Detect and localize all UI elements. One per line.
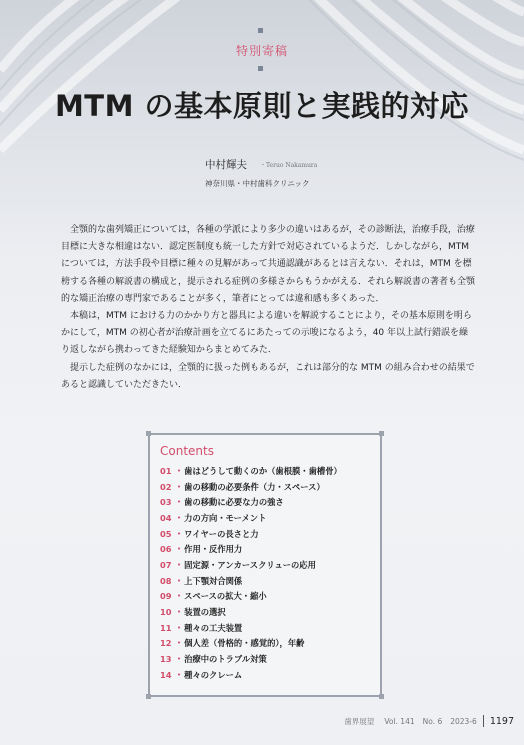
- contents-item-number: 09: [160, 591, 172, 602]
- contents-item: [160, 557, 375, 573]
- contents-item-number: 07: [160, 559, 172, 570]
- contents-item: [160, 494, 375, 510]
- contents-item-number: 06: [160, 544, 172, 555]
- page-number: 1197: [489, 715, 514, 727]
- contents-box: [148, 433, 382, 697]
- bullet-icon: •: [177, 513, 182, 522]
- page-footer: [344, 714, 524, 728]
- contents-item: [160, 636, 375, 652]
- contents-item-text: 作用・反作用力: [184, 544, 243, 555]
- contents-item-number: 13: [160, 654, 172, 665]
- contents-item: [160, 541, 375, 557]
- contents-corner: [146, 694, 151, 699]
- author-name: 中村輝夫: [205, 159, 247, 171]
- contents-item-text: 力の方向・モーメント: [184, 512, 267, 523]
- contents-item: [160, 510, 375, 526]
- contents-item-number: 05: [160, 528, 172, 539]
- contents-list: [160, 463, 375, 683]
- contents-item-number: 08: [160, 575, 172, 586]
- contents-item-number: 01: [160, 465, 172, 476]
- contents-corner: [146, 431, 151, 436]
- footer-number: No. 6: [422, 716, 443, 726]
- contents-item: [160, 667, 375, 683]
- contents-item-text: スペースの拡大・縮小: [184, 591, 267, 602]
- contents-item-text: 固定源・アンカースクリューの応用: [184, 559, 316, 570]
- bullet-icon: •: [177, 623, 182, 632]
- contents-item-text: 種々の工夫装置: [184, 622, 243, 633]
- contents-item: [160, 479, 375, 495]
- footer-divider: [483, 715, 484, 727]
- article-body: [61, 222, 477, 394]
- contents-item-text: 個人差（骨格的・感覚的），年齢: [184, 638, 305, 649]
- body-paragraph: 全顎的な歯列矯正については，各種の学派により多少の違いはあるが，その診断法，治療手段，治療目標に大きな相違はない．認定医制度も統一した方針で対応されているようだ．しかしながら，MTM については，方法手段や目標に種々の見解があって共通認識があるとは言えない．それは，MTM を標榜する各種の解説書の構成と，提示される症例の多様さからもうかがえる．それら解説書の著者も全顎的な矯正治療の専門家であることが多く，筆者にとっては違和感も多くあった．: [61, 225, 476, 304]
- author-affiliation: 神奈川県・中村歯科クリニック: [205, 179, 310, 188]
- decorative-square-top: [258, 28, 263, 33]
- bullet-icon: •: [177, 560, 182, 569]
- contents-item: [160, 573, 375, 589]
- bullet-icon: •: [177, 576, 182, 585]
- contents-heading: Contents: [160, 444, 214, 458]
- author-name-romanized: ・Teruo Nakamura: [260, 162, 318, 169]
- contents-item: [160, 620, 375, 636]
- contents-item: [160, 463, 375, 479]
- contents-item-text: 歯の移動に必要な力の強さ: [184, 497, 284, 508]
- contents-item-number: 12: [160, 638, 172, 649]
- contents-item-number: 03: [160, 497, 172, 508]
- contents-item-number: 11: [160, 622, 172, 633]
- body-paragraph: 本稿は，MTM における力のかかり方と器具による違いを解説することにより，その基本原則を明らかにして，MTM の初心者が治療計画を立てるにあたっての示唆になるよう，40 年以上試行錯誤を繰り返しながら携わってきた経験知からまとめてみた．: [61, 311, 472, 356]
- footer-journal: 歯界展望: [344, 716, 375, 726]
- bullet-icon: •: [177, 498, 182, 507]
- bullet-icon: •: [177, 545, 182, 554]
- contents-item-text: 種々のクレーム: [184, 669, 243, 680]
- bullet-icon: •: [177, 482, 182, 491]
- body-paragraph: 提示した症例のなかには，全顎的に扱った例もあるが，これは部分的な MTM の組み合わせの結果であると認識していただきたい．: [61, 362, 475, 390]
- footer-volume: Vol. 141: [384, 716, 415, 726]
- contents-item-text: 歯はどうして動くのか（歯根膜・歯槽骨）: [184, 465, 342, 476]
- bullet-icon: •: [177, 639, 182, 648]
- bullet-icon: •: [177, 529, 182, 538]
- contents-item-text: 歯の移動の必要条件（力・スペース）: [184, 481, 325, 492]
- contents-item-text: 上下顎対合関係: [184, 575, 243, 586]
- contents-item-text: 装置の選択: [184, 607, 226, 618]
- contents-item: [160, 651, 375, 667]
- contents-corner: [379, 694, 384, 699]
- decorative-square-bottom: [258, 66, 263, 71]
- bullet-icon: •: [177, 670, 182, 679]
- contents-item-text: ワイヤーの長さと力: [184, 528, 259, 539]
- contents-item: [160, 526, 375, 542]
- article-title: MTM の基本原則と実践的対応: [54, 89, 470, 123]
- contents-item: [160, 604, 375, 620]
- bullet-icon: •: [177, 608, 182, 617]
- category-label: 特別寄稿: [235, 44, 288, 58]
- bullet-icon: •: [177, 466, 182, 475]
- contents-item-number: 14: [160, 669, 172, 680]
- bullet-icon: •: [177, 655, 182, 664]
- contents-item-number: 04: [160, 512, 172, 523]
- contents-item: [160, 589, 375, 605]
- contents-item-text: 治療中のトラブル対策: [184, 654, 267, 665]
- bullet-icon: •: [177, 592, 182, 601]
- contents-item-number: 02: [160, 481, 172, 492]
- footer-date: 2023-6: [450, 716, 477, 726]
- contents-item-number: 10: [160, 607, 172, 618]
- contents-corner: [379, 431, 384, 436]
